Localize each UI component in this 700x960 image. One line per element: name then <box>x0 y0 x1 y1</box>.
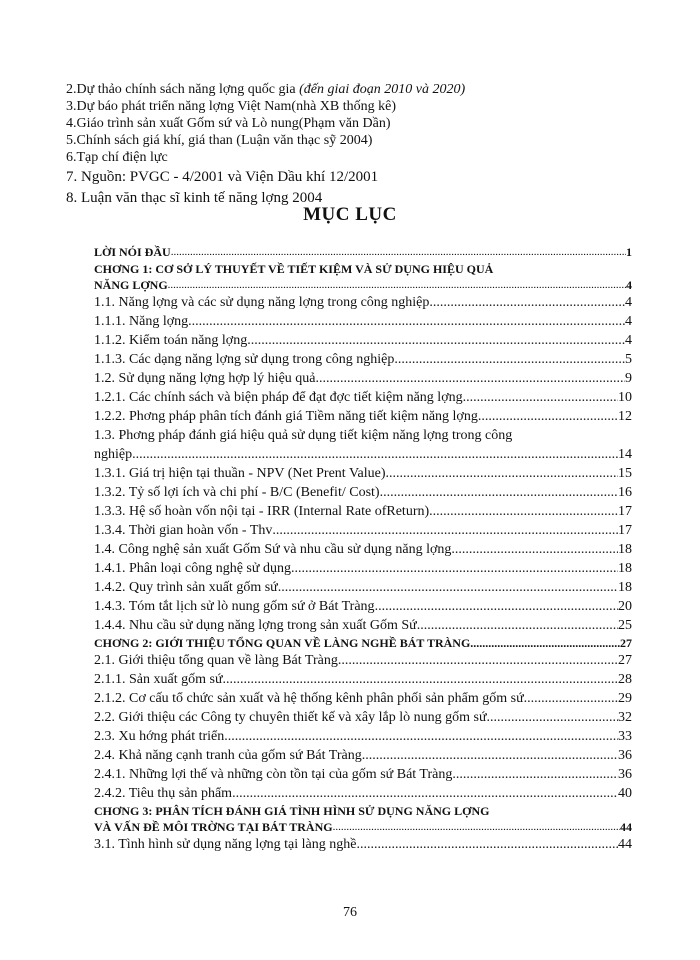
toc-entry-wrapped-cont[interactable]: nghiệp ..... 14 <box>94 445 632 464</box>
toc-entry[interactable]: 1.2.1. Các chính sách và biện pháp để đạt đợc tiết kiệm năng lợng ..... 10 <box>94 388 632 407</box>
toc-entry[interactable]: 2.3. Xu hớng phát triển ..... 33 <box>94 727 632 746</box>
toc-entry[interactable]: 1.4. Công nghệ sản xuất Gốm Sứ và nhu cầu sử dụng năng lợng ..... 18 <box>94 540 632 559</box>
toc-entry[interactable]: 1.1.2. Kiểm toán năng lợng ..... 4 <box>94 331 632 350</box>
toc-entry[interactable]: 2.1. Giới thiệu tổng quan về làng Bát Tràng ..... 27 <box>94 651 632 670</box>
toc-entry[interactable]: 1.2.2. Phơng pháp phân tích đánh giá Tiềm năng tiết kiệm năng lợng ..... 12 <box>94 407 632 426</box>
toc-entry[interactable]: 2.1.2. Cơ cấu tổ chức sản xuất và hệ thống kênh phân phối sản phẩm gốm sứ ..... 29 <box>94 689 632 708</box>
table-of-contents <box>94 244 632 854</box>
page-number: 76 <box>343 905 357 920</box>
toc-entry[interactable]: 1.4.4. Nhu cầu sử dụng năng lợng trong sản xuất Gốm Sứ ..... 25 <box>94 616 632 635</box>
toc-entry[interactable]: 3.1. Tình hình sử dụng năng lợng tại làng nghề ..... 44 <box>94 835 632 854</box>
toc-chapter-1-heading[interactable]: CHƠNG 1: CƠ SỞ LÝ THUYẾT VỀ TIẾT KIỆM VÀ SỬ DỤNG HIỆU QUẢ <box>94 262 494 276</box>
toc-entry-wrapped[interactable]: 1.3. Phơng pháp đánh giá hiệu quả sử dụng tiết kiệm năng lợng trong công <box>94 428 513 443</box>
toc-entry[interactable]: 1.1.1. Năng lợng ..... 4 <box>94 312 632 331</box>
toc-entry-intro[interactable]: LỜI NÓI ĐẦU ..... 1 <box>94 244 632 261</box>
toc-title: MỤC LỤC <box>303 204 397 225</box>
reference-item: 8. Luận văn thạc sĩ kinh tế năng lợng 2004 <box>66 190 323 206</box>
reference-list <box>66 81 666 208</box>
toc-chapter-1-heading-cont[interactable]: NĂNG LỢNG ..... 4 <box>94 277 632 293</box>
toc-chapter-3-heading[interactable]: CHƠNG 3: PHÂN TÍCH ĐÁNH GIÁ TÌNH HÌNH SỬ DỤNG NĂNG LỢNG <box>94 804 490 818</box>
toc-entry[interactable]: 1.1. Năng lợng và các sử dụng năng lợng trong công nghiệp ..... 4 <box>94 293 632 312</box>
reference-item: 3.Dự báo phát triển năng lợng Việt Nam(nhà XB thống kê) <box>66 99 396 114</box>
toc-entry[interactable]: 2.2. Giới thiệu các Công ty chuyên thiết kế và xây lắp lò nung gốm sứ ..... 32 <box>94 708 632 727</box>
toc-entry[interactable]: 1.3.2. Tỷ số lợi ích và chi phí - B/C (Benefit/ Cost) ..... 16 <box>94 483 632 502</box>
toc-entry[interactable]: 2.4.2. Tiêu thụ sản phẩm ..... 40 <box>94 784 632 803</box>
reference-item: 4.Giáo trình sản xuất Gốm sứ và Lò nung(Phạm văn Dần) <box>66 116 391 131</box>
toc-entry[interactable]: 1.4.3. Tóm tắt lịch sử lò nung gốm sứ ở Bát Tràng ..... 20 <box>94 597 632 616</box>
toc-entry[interactable]: 1.2. Sử dụng năng lợng hợp lý hiệu quả ..... 9 <box>94 369 632 388</box>
toc-entry[interactable]: 1.4.1. Phân loại công nghệ sử dụng ..... 18 <box>94 559 632 578</box>
toc-chapter-3-heading-cont[interactable]: VÀ VẤN ĐỀ MÔI TRỜNG TẠI BÁT TRÀNG ..... 44 <box>94 819 632 835</box>
toc-entry[interactable]: 1.3.1. Giá trị hiện tại thuần - NPV (Net Prent Value) ..... 15 <box>94 464 632 483</box>
toc-entry[interactable]: 1.3.4. Thời gian hoàn vốn - Thv ..... 17 <box>94 521 632 540</box>
reference-item: 6.Tạp chí điện lực <box>66 150 168 165</box>
reference-item: 7. Nguồn: PVGC - 4/2001 và Viện Dầu khí 12/2001 <box>66 169 379 185</box>
toc-entry[interactable]: 1.1.3. Các dạng năng lợng sử dụng trong công nghiệp ..... 5 <box>94 350 632 369</box>
toc-entry[interactable]: 2.1.1. Sản xuất gốm sứ ..... 28 <box>94 670 632 689</box>
reference-item: 5.Chính sách giá khí, giá than (Luận văn thạc sỹ 2004) <box>66 133 373 148</box>
toc-chapter-2-heading[interactable]: CHƠNG 2: GIỚI THIỆU TỔNG QUAN VỀ LÀNG NGHỀ BÁT TRÀNG ..... 27 <box>94 635 632 651</box>
toc-entry[interactable]: 1.3.3. Hệ số hoàn vốn nội tại - IRR (Internal Rate ofReturn) ..... 17 <box>94 502 632 521</box>
reference-item: 2.Dự thảo chính sách năng lợng quốc gia (đến giai đoạn 2010 và 2020) <box>66 82 466 97</box>
toc-entry[interactable]: 1.4.2. Quy trình sản xuất gốm sứ ..... 18 <box>94 578 632 597</box>
toc-entry[interactable]: 2.4.1. Những lợi thế và những còn tồn tại của gốm sứ Bát Tràng ..... 36 <box>94 765 632 784</box>
toc-entry[interactable]: 2.4. Khả năng cạnh tranh của gốm sứ Bát Tràng ..... 36 <box>94 746 632 765</box>
